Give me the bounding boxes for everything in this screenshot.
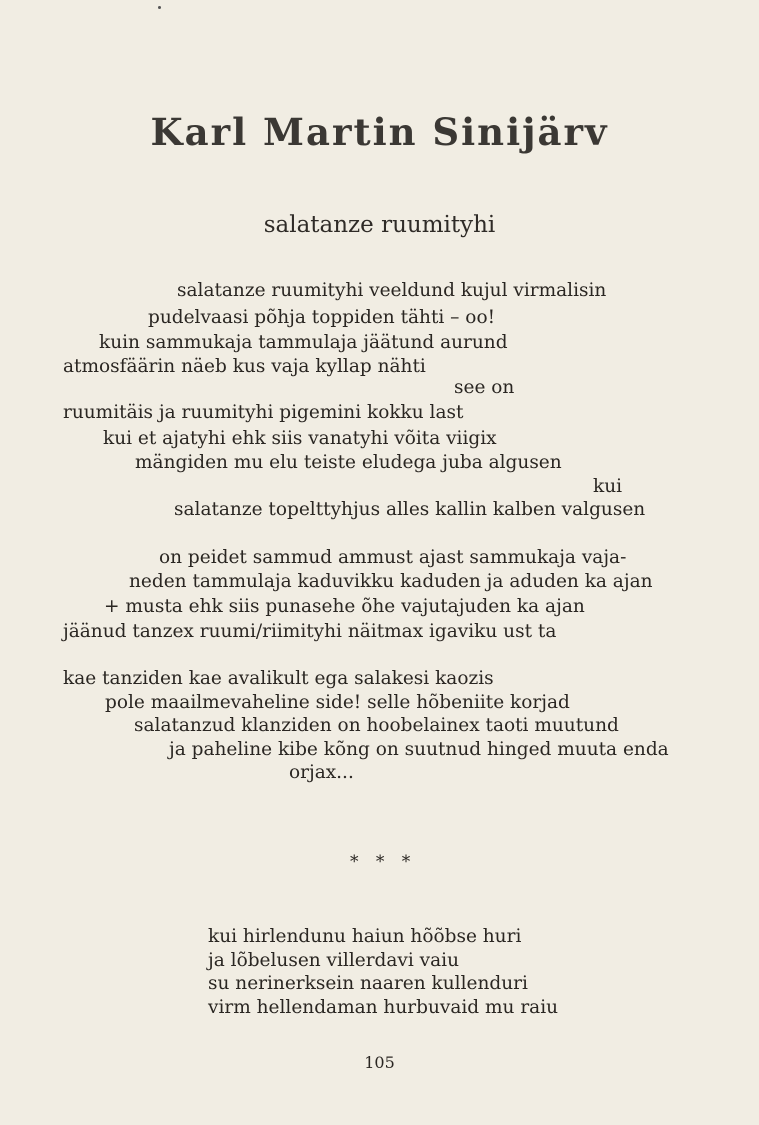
poem-line: + musta ehk siis punasehe õhe vajutajuden ka ajan	[104, 596, 585, 617]
poem-line: mängiden mu elu teiste eludega juba algusen	[135, 452, 562, 473]
poem-line: on peidet sammud ammust ajast sammukaja vaja-	[159, 547, 627, 568]
section-separator: * * *	[350, 852, 417, 872]
poem-line: neden tammulaja kaduvikku kaduden ja aduden ka ajan	[129, 571, 653, 592]
poem-line: kae tanziden kae avalikult ega salakesi kaozis	[63, 668, 494, 689]
poem-line: kui et ajatyhi ehk siis vanatyhi võita viigix	[103, 428, 497, 449]
print-speck	[158, 6, 161, 9]
poem-line: see on	[454, 377, 515, 398]
poem-line: jäänud tanzex ruumi/riimityhi näitmax igaviku ust ta	[63, 621, 557, 642]
poem-line: kuin sammukaja tammulaja jäätund aurund	[99, 332, 508, 353]
poem-line: pole maailmevaheline side! selle hõbeniite korjad	[105, 692, 570, 713]
author-name: Karl Martin Sinijärv	[150, 110, 609, 154]
poem-line: atmosfäärin näeb kus vaja kyllap nähti	[63, 356, 426, 377]
poem-line: ruumitäis ja ruumityhi pigemini kokku last	[63, 402, 464, 423]
poem-title: salatanze ruumityhi	[263, 212, 496, 238]
poem-line: salatanze ruumityhi veeldund kujul virmalisin	[177, 280, 607, 301]
poem-line: orjax...	[289, 762, 354, 783]
poem-line: su nerinerksein naaren kullenduri	[208, 973, 528, 994]
poem-line: pudelvaasi põhja toppiden tähti – oo!	[148, 307, 496, 328]
poem-line: ja paheline kibe kõng on suutnud hinged muuta enda	[169, 739, 669, 760]
poem-line: kui hirlendunu haiun hõõbse huri	[208, 926, 522, 947]
poem-line: salatanze topelttyhjus alles kallin kalben valgusen	[174, 499, 646, 520]
page-number: 105	[364, 1053, 395, 1072]
poem-line: ja lõbelusen villerdavi vaiu	[208, 950, 459, 971]
poem-line: kui	[593, 476, 623, 497]
poem-line: virm hellendaman hurbuvaid mu raiu	[208, 997, 559, 1018]
poem-line: salatanzud klanziden on hoobelainex taoti muutund	[134, 715, 619, 736]
